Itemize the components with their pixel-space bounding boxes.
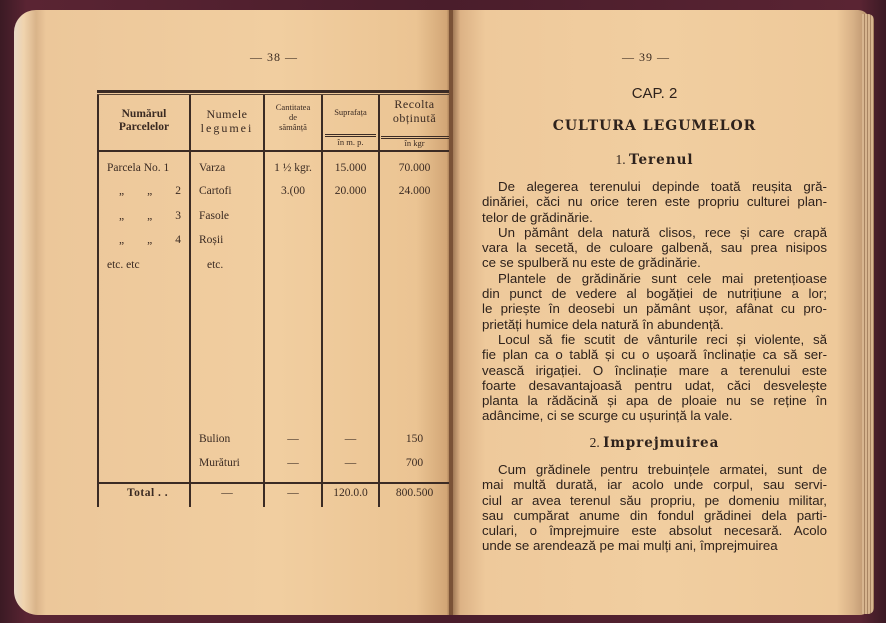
cell-area: 15.000 xyxy=(334,162,367,174)
cell-area: — xyxy=(344,433,357,445)
text-line: mai multă durată, iar acolo unde corpul, sau servi- xyxy=(482,477,827,493)
cell-vegetable: etc. xyxy=(207,259,224,271)
header-vegetable xyxy=(191,108,263,136)
cell-harvest: 150 xyxy=(405,433,424,445)
paragraph xyxy=(482,179,827,225)
cell-harvest: 70.000 xyxy=(398,162,431,174)
cell-seed: — xyxy=(287,433,299,445)
cell-seed: 3.(00 xyxy=(281,185,305,197)
table-divider xyxy=(263,95,265,507)
table-top-rule-thin xyxy=(97,94,449,95)
header-text: Recolta xyxy=(394,97,435,111)
paragraph xyxy=(482,462,827,554)
cell-vegetable: Varza xyxy=(199,162,226,174)
text-line: vească irigației. O înclinație mare a terenului este xyxy=(482,362,827,378)
harvest-sub-rule xyxy=(381,136,449,137)
total-label: Total . . xyxy=(127,487,169,499)
cell-parcel: „ „ 2 xyxy=(119,185,181,197)
book-gutter xyxy=(449,10,453,615)
area-sub-rule xyxy=(325,134,376,135)
text-line: Plantele de grădinărie sunt cele mai pretențioase xyxy=(498,270,827,286)
text-line: prietăți humice dela natură în abundență. xyxy=(482,316,724,332)
text-line: ciul ar avea terenul său propriu, pe domeniu militar, xyxy=(482,492,827,508)
section-number: 1. xyxy=(615,152,626,167)
text-line: unde se arendează pe mai mulți ani, împrejmuirea xyxy=(482,538,778,554)
section-title: Terenul xyxy=(628,152,694,168)
cell-vegetable: Cartofi xyxy=(199,185,232,197)
header-text: Cantitatea xyxy=(275,102,311,112)
text-line: De alegerea terenului depinde toată reușita gră- xyxy=(498,179,827,194)
table-top-rule xyxy=(97,90,449,93)
text-line: dinăriei, căci nu orice teren este propriu culturei plan- xyxy=(482,194,827,210)
text-line: Un pământ dela natură clisos, rece și care crapă xyxy=(498,224,827,240)
table-divider xyxy=(189,95,191,507)
header-area-unit: în m. p. xyxy=(337,137,364,147)
header-text: obținută xyxy=(392,110,437,125)
table-border-left xyxy=(97,95,99,507)
cell-vegetable: Bulion xyxy=(199,433,231,445)
chapter-title: CULTURA LEGUMELOR xyxy=(552,118,757,134)
chapter-number: CAP. 2 xyxy=(631,85,678,102)
harvest-table xyxy=(97,90,449,510)
cell-parcel: „ „ 4 xyxy=(119,234,181,246)
header-text: Numărul xyxy=(121,108,167,120)
text-line: culari, o împrejmuire este absolut necesară. Acolo xyxy=(482,523,827,539)
cell-vegetable: Fasole xyxy=(199,210,230,222)
paragraph xyxy=(482,225,827,271)
section-heading xyxy=(482,435,827,451)
header-harvest-unit: în kgr xyxy=(404,138,425,148)
cell-seed: — xyxy=(287,457,299,469)
table-divider xyxy=(378,95,380,507)
right-page-number: — 39 — xyxy=(622,50,670,64)
header-seed xyxy=(265,103,321,132)
text-line: adâncime, ci se scurge cu ușurință la vale. xyxy=(482,408,733,424)
total-area: 120.0.0 xyxy=(333,487,368,499)
left-page-number: — 38 — xyxy=(250,50,298,64)
text-line: planta la rădăcină și apa de ploaie nu se reține în xyxy=(482,393,827,409)
total-harvest: 800.500 xyxy=(395,487,434,499)
text-line: sau cumpărat anume din fondul grădinei dela parti- xyxy=(482,507,827,523)
total-top-rule xyxy=(97,482,449,484)
text-line: Locul să fie scutit de vânturile reci și violente, să xyxy=(498,331,827,347)
section-number: 2. xyxy=(589,435,600,450)
cell-area: 20.000 xyxy=(334,185,367,197)
cell-vegetable: Roșii xyxy=(199,234,224,246)
header-harvest xyxy=(380,98,449,126)
paragraph xyxy=(482,332,827,424)
cell-parcel: etc. etc xyxy=(107,259,140,271)
paragraph xyxy=(482,271,827,332)
cell-parcel: „ „ 3 xyxy=(119,210,181,222)
text-line: telor de grădinărie. xyxy=(482,209,593,225)
text-line: le priește în deosebi un pământ ușor, afânat cu pro- xyxy=(482,301,827,317)
section-body xyxy=(482,462,827,554)
cell-vegetable: Murături xyxy=(199,457,240,469)
cell-harvest: 24.000 xyxy=(398,185,431,197)
text-line: din punct de vedere al bogăției de nutrițiune a lor; xyxy=(482,286,827,302)
cell-harvest: 700 xyxy=(405,457,424,469)
header-area: Suprafața xyxy=(334,107,367,117)
header-text: sămânță xyxy=(279,121,307,132)
header-text: de xyxy=(288,111,298,122)
cell-area: — xyxy=(344,457,357,469)
header-text: Parcelelor xyxy=(118,121,170,134)
text-line: fie plan ca o tablă și cu o ușoară înclinație ca să ser- xyxy=(482,347,827,363)
text-line: foarte desavantajoasă pentru udat, căci desvelește xyxy=(482,377,827,393)
text-line: vara la secetă, de culoare galbenă, sau prea nisipos xyxy=(482,240,827,256)
section-heading xyxy=(482,152,827,168)
header-text: Numele xyxy=(206,107,248,121)
total-vegetable: — xyxy=(221,487,233,499)
total-seed: — xyxy=(287,487,299,499)
section-body xyxy=(482,179,827,424)
header-parcel xyxy=(99,108,189,134)
cell-seed: 1 ½ kgr. xyxy=(274,162,312,174)
section-title: Imprejmuirea xyxy=(603,435,720,451)
page-edges xyxy=(862,14,874,614)
text-line: ce se spulberă nu este de grădinărie. xyxy=(482,255,701,271)
text-line: Cum grădinele pentru trebuințele armatei, sunt de xyxy=(498,462,827,477)
table-divider xyxy=(321,95,323,507)
header-bottom-rule xyxy=(97,150,449,152)
header-text: legumei xyxy=(200,120,254,135)
cell-parcel: Parcela No. 1 xyxy=(107,162,170,174)
